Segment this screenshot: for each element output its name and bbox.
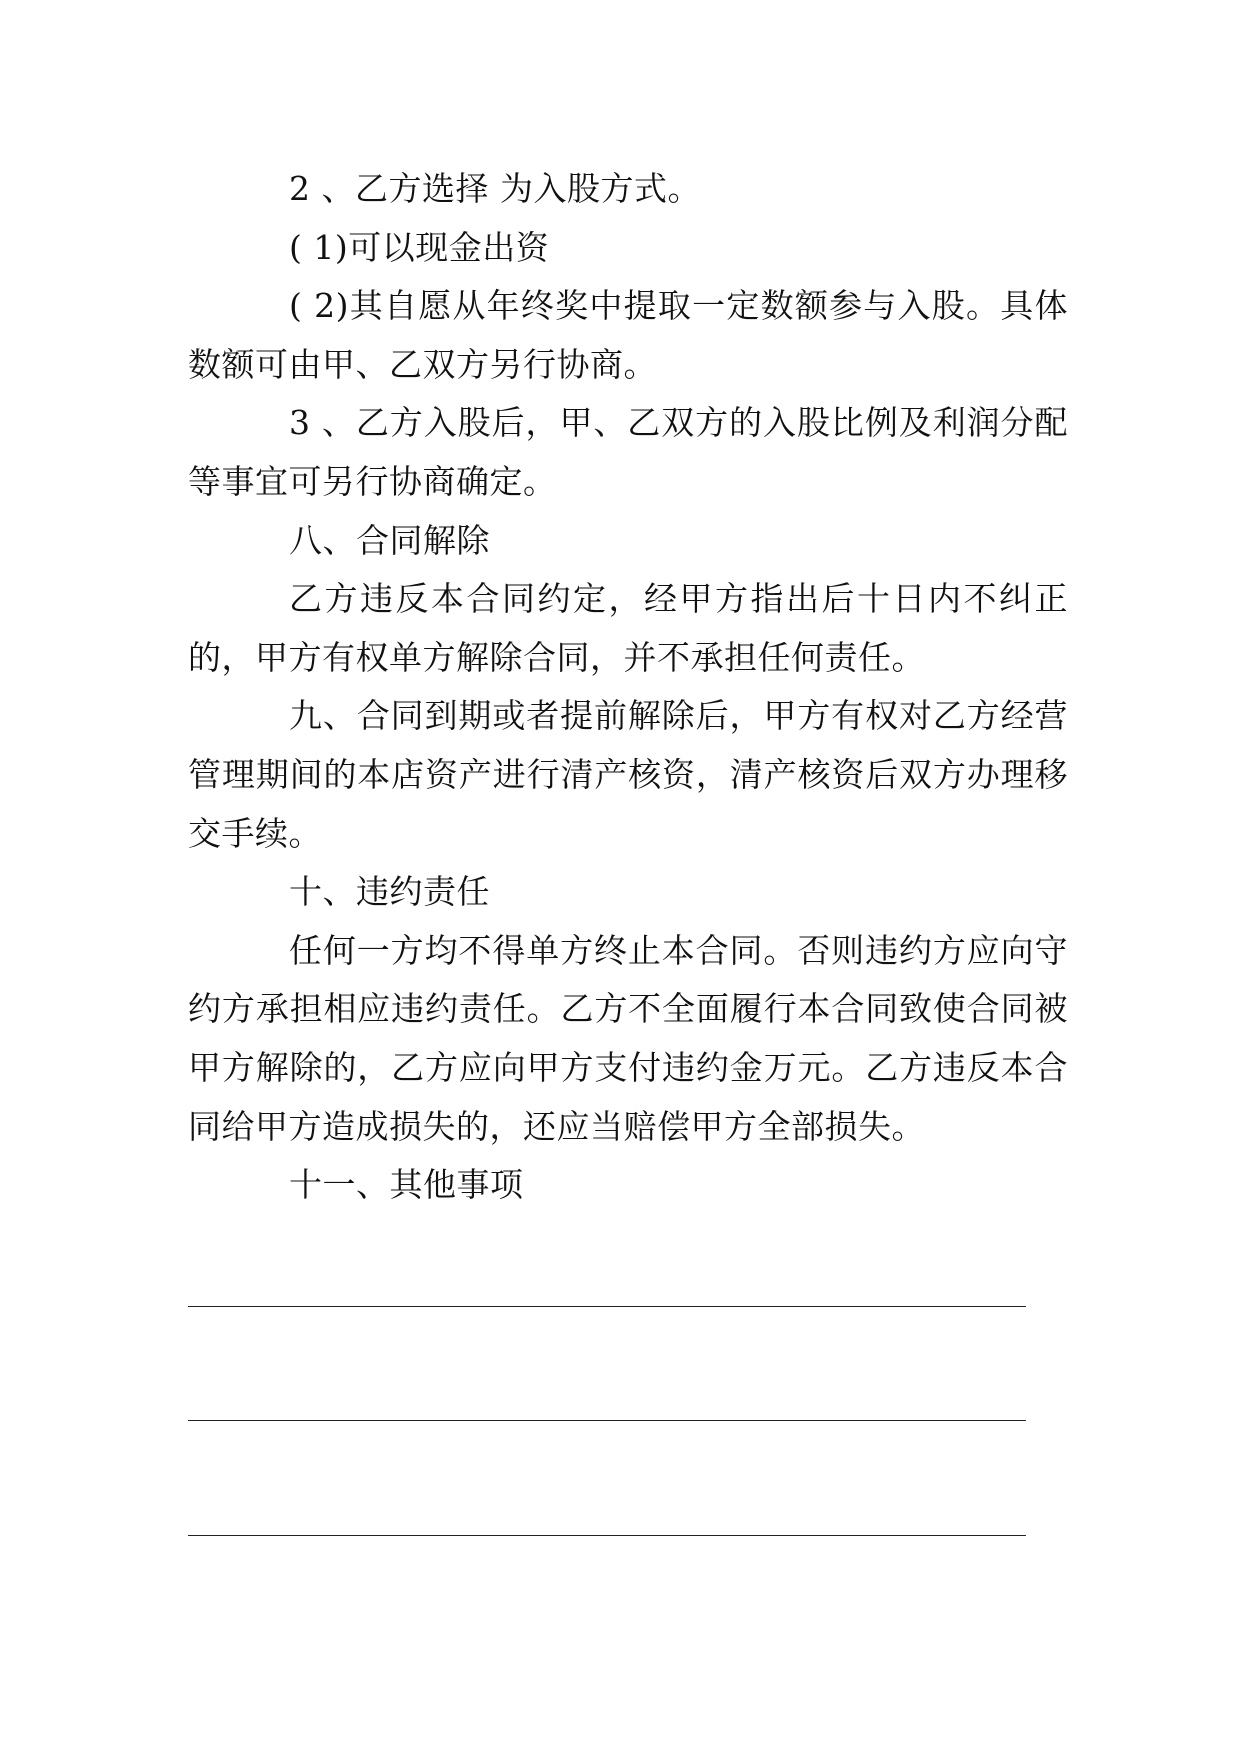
paragraph-cash-contribution: ( 1)可以现金出资 (289, 227, 550, 267)
heading-contract-termination: 八、合同解除 (289, 520, 490, 560)
heading-breach-liability: 十、违约责任 (289, 872, 490, 912)
paragraph-asset-audit: 九、合同到期或者提前解除后，甲方有权对乙方经营管理期间的本店资产进行清产核资，清产核资后双方办理移交手续。 (188, 696, 1068, 853)
paragraph-breach-terms: 任何一方均不得单方终止本合同。否则违约方应向守约方承担相应违约责任。乙方不全面履行本合同致使合同被甲方解除的，乙方应向甲方支付违约金万元。乙方违反本合同给甲方造成损失的，还应当赔偿甲方全部损失。 (188, 930, 1068, 1146)
blank-fill-line (188, 1306, 1026, 1307)
document-body (188, 160, 1068, 1215)
blank-fill-line (188, 1535, 1026, 1536)
paragraph-bonus-contribution: ( 2)其自愿从年终奖中提取一定数额参与入股。具体数额可由甲、乙双方另行协商。 (188, 286, 1068, 384)
blank-fill-line (188, 1420, 1026, 1421)
heading-other-matters: 十一、其他事项 (289, 1165, 524, 1205)
paragraph-equity-method: 2 、乙方选择 为入股方式。 (289, 169, 701, 208)
paragraph-termination-terms: 乙方违反本合同约定，经甲方指出后十日内不纠正的，甲方有权单方解除合同，并不承担任何责任。 (188, 579, 1068, 677)
paragraph-profit-ratio: 3 、乙方入股后，甲、乙双方的入股比例及利润分配等事宜可另行协商确定。 (188, 403, 1068, 501)
